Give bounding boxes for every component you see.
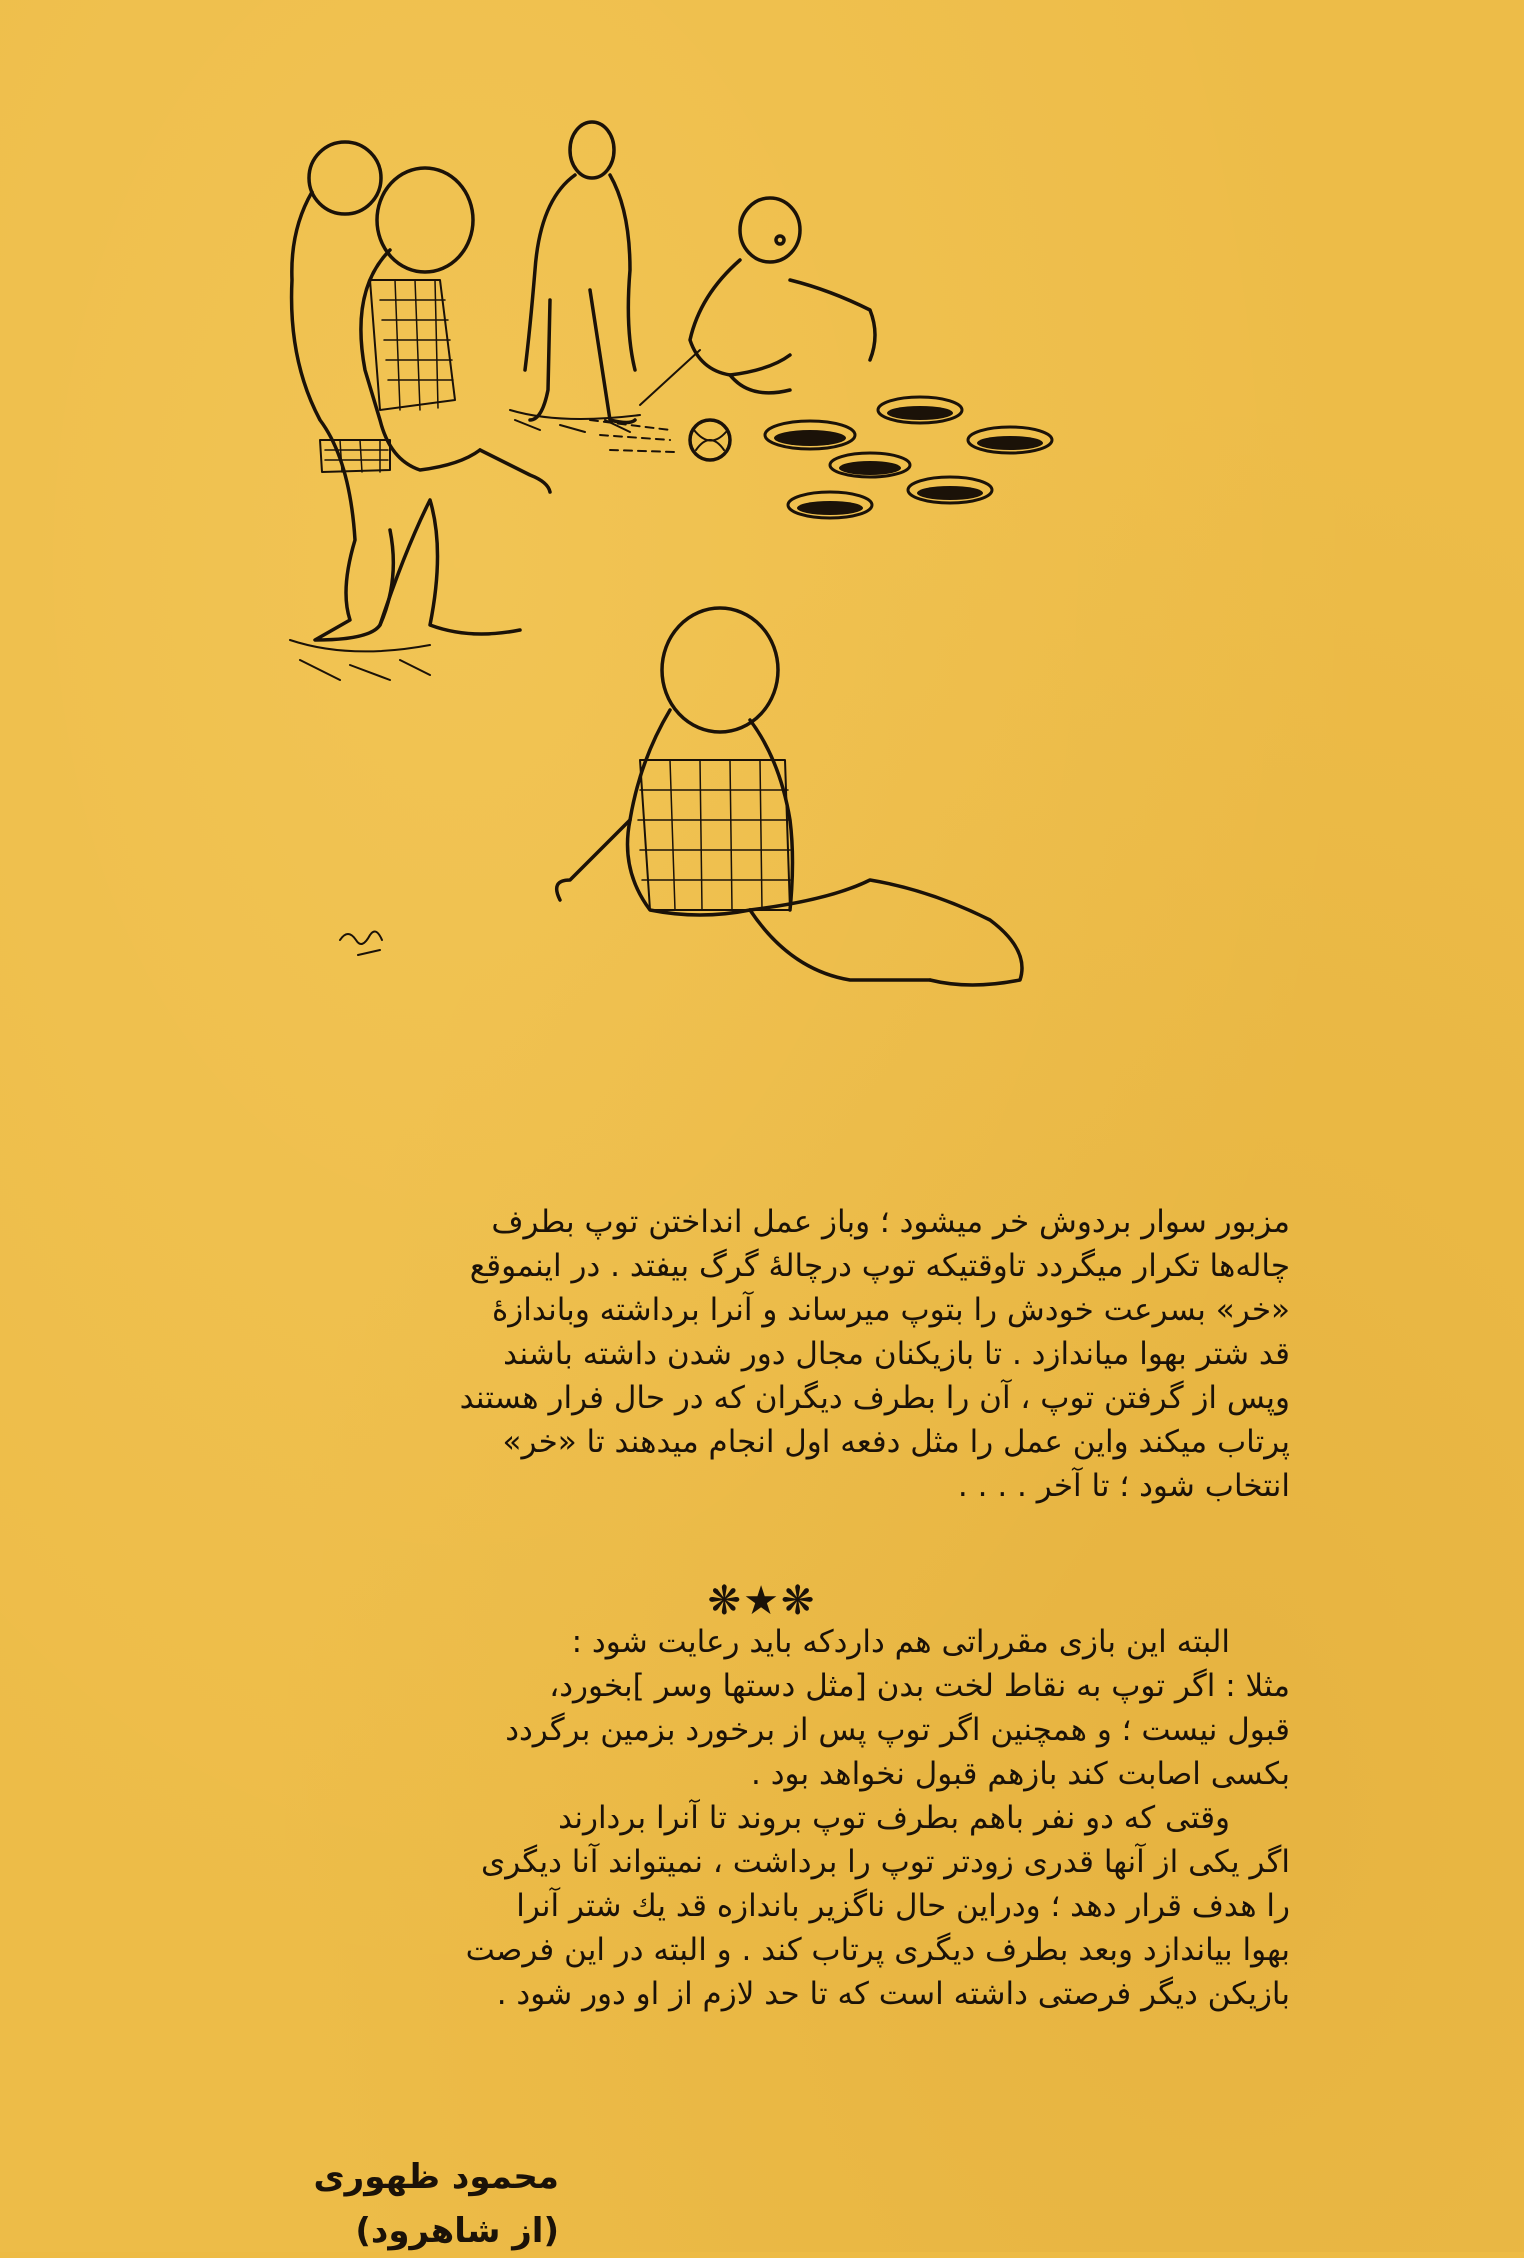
sitting-boy-figure <box>557 608 1022 985</box>
author-signature <box>314 2150 559 2258</box>
text-line: قبول نیست ؛ و همچنین اگر توپ پس از برخورد بزمین برگردد <box>505 1712 1290 1748</box>
text-line: بکسی اصابت کند بازهم قبول نخواهد بود . <box>751 1756 1290 1792</box>
text-line: «خر» بسرعت خودش را بتوپ میرساند و آنرا برداشته وباندازهٔ <box>492 1292 1290 1328</box>
text-line: قد شتر بهوا میاندازد . تا بازیکنان مجال دور شدن داشته باشند <box>503 1336 1290 1372</box>
text-line: بهوا بیاندازد وبعد بطرف دیگری پرتاب کند . و البته در این فرصت <box>465 1932 1290 1968</box>
text-line: بازیکن دیگر فرصتی داشته است که تا حد لازم از او دور شود . <box>496 1976 1290 2012</box>
text-line: اگر یکی از آنها قدری زودتر توپ را برداشت ، نمیتواند آنا دیگری <box>480 1844 1290 1880</box>
handwritten-signature <box>340 931 382 955</box>
paragraph-1 <box>240 1200 1290 1508</box>
rules-section <box>240 1620 1290 2016</box>
text-line: وقتی که دو نفر باهم بطرف توپ بروند تا آنرا بردارند <box>558 1800 1230 1836</box>
standing-boy-figure <box>510 122 640 432</box>
text-line: البته این بازی مقرراتی هم داردکه باید رعایت شود : <box>571 1624 1230 1660</box>
author-name: محمود ظهوری <box>313 2157 559 2197</box>
squatting-boy-figure <box>640 198 875 405</box>
author-location: (از شاهرود) <box>355 2211 559 2251</box>
text-line: وپس از گرفتن توپ ، آن را بطرف دیگران که در حال فرار هستند <box>459 1380 1290 1416</box>
children-playing-ball-in-holes-drawing <box>230 120 1250 1140</box>
illustration <box>230 120 1250 1140</box>
text-line: چاله‌ها تکرار میگردد تاوقتیکه توپ درچالهٔ گرگ بیفتد . در اینموقع <box>469 1248 1290 1284</box>
text-line: پرتاب میکند واین عمل را مثل دفعه اول انجام میدهند تا «خر» <box>502 1424 1290 1460</box>
ball <box>590 420 730 460</box>
text-line: مزبور سوار بردوش خر میشود ؛ وباز عمل انداختن توپ بطرف <box>491 1204 1290 1240</box>
text-line: انتخاب شود ؛ تا آخر . . . . <box>957 1468 1290 1504</box>
section-separator: ❋★❋ <box>707 1578 817 1624</box>
text-line: را هدف قرار دهد ؛ ودراین حال ناگزیر باندازه قد یك شتر آنرا <box>516 1888 1290 1924</box>
text-line: مثلا : اگر توپ به نقاط لخت بدن [مثل دستها وسر ]بخورد، <box>549 1668 1290 1704</box>
